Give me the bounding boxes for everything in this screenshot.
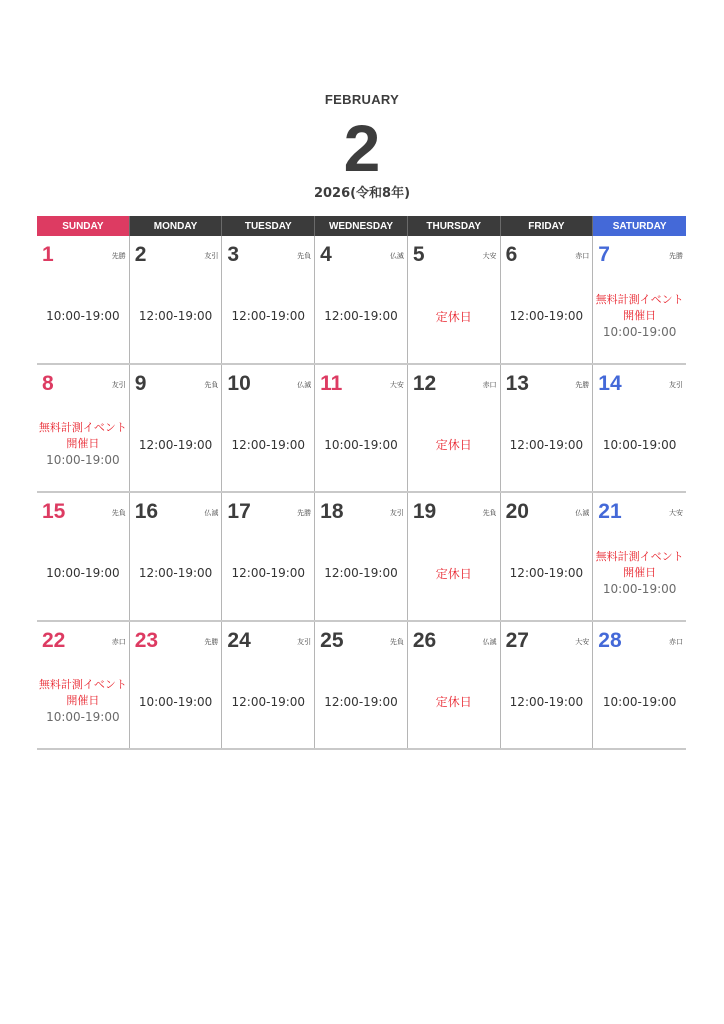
rokuyo-label: 先負	[297, 252, 312, 260]
closed-day-label: 定休日	[435, 695, 472, 709]
rokuyo-label: 大安	[669, 509, 683, 517]
weekday-saturday: SATURDAY	[593, 216, 686, 236]
day-content	[130, 672, 222, 732]
weekday-header-row	[37, 216, 686, 236]
rokuyo-label: 友引	[204, 252, 219, 260]
day-content	[315, 415, 407, 475]
day-cell[interactable]	[408, 365, 501, 492]
day-number: 11	[320, 371, 343, 395]
week-row	[37, 493, 686, 622]
day-cell[interactable]	[37, 493, 130, 620]
day-content	[37, 415, 129, 475]
day-cell[interactable]	[222, 365, 315, 492]
event-label-sub: 開催日	[66, 437, 100, 450]
day-number: 5	[412, 243, 425, 266]
day-cell[interactable]	[222, 493, 315, 620]
event-hours: 10:00-19:00	[602, 581, 677, 596]
day-content	[593, 543, 686, 603]
rokuyo-label: 仏滅	[297, 380, 312, 389]
event-label-sub: 開催日	[623, 308, 657, 322]
day-content	[130, 543, 222, 603]
week-row	[37, 365, 686, 494]
day-cell[interactable]	[315, 493, 408, 620]
business-hours: 12:00-19:00	[509, 694, 584, 709]
day-number: 12	[412, 371, 437, 395]
day-cell[interactable]	[501, 493, 594, 620]
day-content	[408, 415, 500, 475]
day-number: 15	[42, 500, 66, 523]
day-cell[interactable]	[222, 622, 315, 749]
day-number: 16	[134, 500, 159, 523]
business-hours: 12:00-19:00	[138, 437, 213, 452]
day-content	[408, 672, 500, 732]
day-content	[130, 415, 222, 475]
rokuyo-label: 赤口	[575, 252, 590, 260]
rokuyo-label: 先勝	[297, 509, 312, 517]
day-cell[interactable]	[37, 236, 130, 363]
day-number: 23	[134, 628, 159, 652]
event-hours: 10:00-19:00	[46, 710, 120, 724]
day-number: 21	[598, 500, 622, 523]
day-cell[interactable]	[222, 236, 315, 363]
day-number: 20	[505, 500, 529, 523]
event-hours: 10:00-19:00	[602, 324, 677, 339]
day-cell[interactable]	[593, 365, 686, 492]
day-content	[593, 672, 686, 732]
rokuyo-label: 仏滅	[575, 509, 590, 517]
closed-day-label: 定休日	[435, 566, 472, 581]
rokuyo-label: 友引	[669, 380, 683, 389]
day-cell[interactable]	[130, 493, 223, 620]
day-number: 27	[505, 628, 529, 652]
day-content	[501, 672, 593, 732]
day-number: 17	[227, 500, 251, 523]
day-number: 19	[412, 500, 437, 523]
day-cell[interactable]	[593, 493, 686, 620]
day-cell[interactable]	[130, 236, 223, 363]
day-content	[37, 543, 129, 603]
day-number: 18	[320, 500, 344, 523]
day-content	[315, 543, 407, 603]
day-number: 1	[42, 243, 54, 266]
day-content	[501, 286, 593, 346]
day-content	[501, 543, 593, 603]
day-content	[130, 286, 222, 346]
week-row	[37, 622, 686, 751]
day-number: 3	[227, 243, 240, 266]
business-hours: 12:00-19:00	[231, 437, 306, 452]
day-number: 24	[227, 628, 251, 652]
day-number: 10	[227, 371, 251, 395]
rokuyo-label: 先負	[482, 509, 497, 517]
day-content	[593, 415, 686, 475]
business-hours: 12:00-19:00	[324, 309, 398, 323]
business-hours: 10:00-19:00	[602, 437, 677, 452]
weekday-thursday: THURSDAY	[408, 216, 501, 236]
weekday-wednesday: WEDNESDAY	[315, 216, 408, 236]
business-hours: 10:00-19:00	[138, 694, 213, 709]
month-number: 2	[343, 111, 381, 185]
business-hours: 12:00-19:00	[231, 309, 306, 323]
weekday-sunday: SUNDAY	[37, 216, 130, 236]
business-hours: 12:00-19:00	[324, 566, 398, 580]
day-cell[interactable]	[37, 365, 130, 492]
rokuyo-label: 赤口	[482, 380, 497, 389]
rokuyo-label: 大安	[575, 637, 590, 646]
rokuyo-label: 友引	[297, 637, 312, 646]
day-number: 2	[134, 243, 147, 266]
event-label: 無料計測イベント	[595, 549, 684, 563]
day-content	[222, 415, 314, 475]
weekday-friday: FRIDAY	[501, 216, 594, 236]
day-cell[interactable]	[315, 236, 408, 363]
day-number: 4	[320, 243, 332, 266]
closed-day-label: 定休日	[435, 309, 472, 324]
business-hours: 12:00-19:00	[231, 566, 306, 580]
business-hours: 12:00-19:00	[509, 309, 584, 323]
event-label-sub: 開催日	[66, 694, 100, 707]
rokuyo-label: 大安	[389, 380, 404, 389]
business-hours: 12:00-19:00	[509, 566, 584, 580]
day-content	[315, 672, 407, 732]
day-content	[222, 543, 314, 603]
day-number: 9	[134, 371, 147, 395]
business-hours: 10:00-19:00	[46, 566, 120, 580]
day-content	[408, 286, 500, 346]
business-hours: 10:00-19:00	[602, 694, 677, 709]
day-number: 6	[505, 243, 518, 266]
rokuyo-label: 友引	[389, 509, 404, 517]
business-hours: 10:00-19:00	[46, 309, 120, 323]
day-number: 8	[42, 371, 54, 395]
year-label: 2026(令和8年)	[313, 186, 411, 201]
day-content	[593, 286, 686, 346]
day-cell[interactable]	[593, 622, 686, 749]
rokuyo-label: 先勝	[111, 252, 126, 260]
rokuyo-label: 先勝	[204, 637, 219, 646]
day-number: 26	[412, 628, 437, 652]
rokuyo-label: 友引	[111, 380, 126, 389]
day-cell[interactable]	[593, 236, 686, 363]
day-cell[interactable]	[501, 622, 594, 749]
day-cell[interactable]	[408, 236, 501, 363]
rokuyo-label: 仏滅	[389, 252, 404, 260]
rokuyo-label: 先負	[111, 509, 126, 517]
day-content	[37, 672, 129, 732]
day-content	[222, 286, 314, 346]
calendar-grid	[37, 236, 686, 750]
rokuyo-label: 仏滅	[204, 509, 219, 517]
business-hours: 12:00-19:00	[324, 694, 398, 709]
day-content	[222, 672, 314, 732]
event-label-sub: 開催日	[623, 565, 657, 579]
day-content	[37, 286, 129, 346]
day-cell[interactable]	[501, 365, 594, 492]
day-number: 22	[42, 628, 66, 652]
rokuyo-label: 先勝	[575, 380, 590, 389]
day-cell[interactable]	[408, 622, 501, 749]
day-content	[501, 415, 593, 475]
day-cell[interactable]	[37, 622, 130, 749]
event-label: 無料計測イベント	[38, 421, 127, 434]
closed-day-label: 定休日	[435, 438, 472, 452]
month-name: FEBRUARY	[324, 92, 400, 107]
event-hours: 10:00-19:00	[46, 453, 120, 467]
day-cell[interactable]	[130, 622, 223, 749]
day-cell[interactable]	[408, 493, 501, 620]
day-content	[408, 543, 500, 603]
business-hours: 12:00-19:00	[138, 309, 213, 323]
day-number: 28	[598, 628, 622, 652]
day-content	[315, 286, 407, 346]
rokuyo-label: 先負	[204, 380, 219, 389]
day-number: 14	[598, 371, 622, 395]
day-cell[interactable]	[315, 365, 408, 492]
rokuyo-label: 先勝	[669, 252, 683, 260]
rokuyo-label: 大安	[482, 252, 497, 260]
business-hours: 12:00-19:00	[231, 694, 306, 709]
business-hours: 12:00-19:00	[509, 437, 584, 452]
rokuyo-label: 仏滅	[482, 637, 497, 646]
day-number: 13	[505, 371, 529, 395]
week-row	[37, 236, 686, 365]
rokuyo-label: 赤口	[111, 637, 126, 646]
rokuyo-label: 赤口	[669, 637, 683, 646]
rokuyo-label: 先負	[389, 637, 404, 646]
day-number: 25	[320, 628, 344, 652]
day-cell[interactable]	[130, 365, 223, 492]
event-label: 無料計測イベント	[595, 292, 684, 306]
weekday-tuesday: TUESDAY	[222, 216, 315, 236]
day-number: 7	[598, 243, 610, 266]
day-cell[interactable]	[315, 622, 408, 749]
weekday-monday: MONDAY	[130, 216, 223, 236]
day-cell[interactable]	[501, 236, 594, 363]
business-hours: 10:00-19:00	[324, 437, 398, 452]
business-hours: 12:00-19:00	[138, 566, 213, 580]
event-label: 無料計測イベント	[38, 678, 127, 691]
